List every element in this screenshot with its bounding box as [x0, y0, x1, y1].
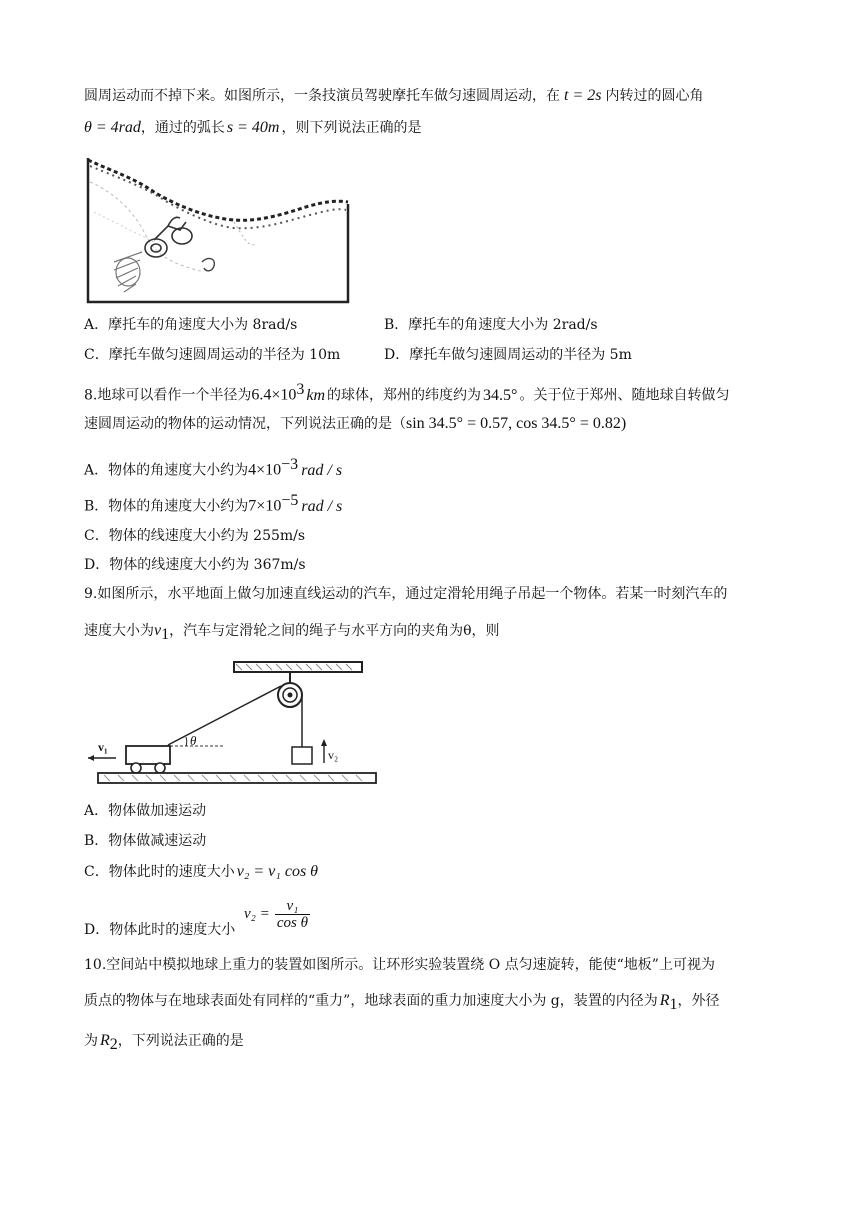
q8-option-b-value: 7×10	[248, 497, 282, 515]
q9-option-c	[84, 862, 318, 882]
q8-line1	[84, 380, 729, 406]
q9-option-d-lhs: v₂ =	[244, 906, 270, 922]
q9-option-a: A．物体做加速运动	[84, 803, 207, 819]
q10-r2: R	[100, 1032, 110, 1049]
v2-label: v₂	[328, 748, 339, 762]
q9-option-b: B．物体做减速运动	[84, 833, 207, 849]
q8-text-d: 速圆周运动的物体的运动情况，下列说法正确的是（	[84, 416, 406, 432]
q8-option-a-unit: rad / s	[301, 461, 343, 479]
q8-option-b-text: B．物体的角速度大小约为	[84, 498, 249, 515]
q7-theta: θ = 4rad	[84, 119, 141, 136]
q7-text-b: 内转过的圆心角	[605, 88, 704, 104]
q7-arc: s = 40m	[226, 119, 280, 136]
q10-line3	[84, 1031, 244, 1055]
q8-latitude: 34.5°	[483, 386, 518, 404]
q8-option-d: D．物体的线速度大小约为 367m/s	[84, 557, 306, 573]
q7-text-d: ，则下列说法正确的是	[281, 120, 422, 136]
q8-line2	[84, 414, 626, 434]
q8-option-b-exp: −5	[281, 492, 299, 509]
q8-text-b: 的球体，郑州的纬度约为	[327, 387, 482, 404]
v1-label: v₁	[98, 740, 108, 754]
pulley-figure	[84, 655, 384, 795]
q8-option-c: C．物体的线速度大小约为 255m/s	[84, 528, 306, 544]
q9-option-d	[84, 920, 235, 940]
q9-option-c-text: C．物体此时的速度大小	[84, 864, 235, 880]
q10-text-d: ，下列说法正确的是	[117, 1033, 244, 1049]
q9-line2	[84, 621, 500, 645]
q9-option-d-fraction	[275, 898, 310, 931]
q9-line1: 9.如图所示，水平地面上做匀加速直线运动的汽车，通过定滑轮用绳子吊起一个物体。若某一时刻汽车的	[84, 586, 728, 602]
q7-line1	[84, 86, 703, 106]
q9-option-d-text: D．物体此时的速度大小	[84, 922, 236, 938]
motorcycle-stunt-figure	[84, 152, 352, 306]
q7-text: 圆周运动而不掉下来。如图所示，一条技演员驾驶摩托车做匀速圆周运动，在	[84, 88, 560, 104]
q7-option-b: B．摩托车的角速度大小为 2rad/s	[384, 317, 598, 333]
q7-line2	[84, 118, 421, 138]
q9-v: v	[154, 622, 162, 639]
q7-time: t = 2s	[564, 87, 602, 104]
theta-label: θ	[190, 733, 197, 748]
q8-option-a-text: A．物体的角速度大小约为	[84, 462, 249, 479]
q10-text-b: ，外径	[677, 993, 720, 1009]
q9-option-d-formula	[244, 898, 310, 931]
q7-option-d: D．摩托车做匀速圆周运动的半径为 5m	[384, 347, 632, 363]
q8-option-a-value: 4×10	[248, 461, 282, 479]
q8-option-b-unit: rad / s	[301, 497, 343, 515]
q10-r1: R	[659, 992, 670, 1009]
q8-text-c: 。关于位于郑州、随地球自转做匀	[519, 387, 730, 404]
q9-option-d-denominator: cos θ	[276, 915, 308, 931]
q10-line2	[84, 991, 720, 1015]
q9-option-d-numerator: v₁	[275, 898, 310, 915]
q9-v-sub: 1	[161, 625, 170, 643]
q7-option-c: C．摩托车做匀速圆周运动的半径为 10m	[84, 347, 341, 363]
q8-text: 8.地球可以看作一个半径为	[84, 387, 252, 404]
q8-option-a	[84, 455, 342, 481]
q7-text-c: ，通过的弧长	[140, 120, 225, 136]
q8-radius-unit: km	[306, 386, 326, 404]
q9-option-c-formula: v₂ = v₁ cos θ	[236, 863, 319, 880]
q10-r2-sub: 2	[109, 1035, 118, 1053]
q8-trig: sin 34.5° = 0.57, cos 34.5° = 0.82)	[406, 415, 627, 432]
q8-radius: 6.4×10	[251, 386, 297, 404]
q8-option-a-exp: −3	[281, 456, 299, 473]
q10-text-c: 为	[84, 1033, 98, 1049]
q9-text: 速度大小为	[84, 623, 154, 639]
q9-text-b: ，汽车与定滑轮之间的绳子与水平方向的夹角为θ，则	[169, 623, 500, 639]
q7-option-a: A．摩托车的角速度大小为 8rad/s	[84, 317, 298, 333]
q10-line1: 10.空间站中模拟地球上重力的装置如图所示。让环形实验装置绕 O 点匀速旋转，能使“地板”上可视为	[84, 957, 715, 973]
q10-text: 质点的物体与在地球表面处有同样的“重力”，地球表面的重力加速度大小为 g，装置的内径为	[84, 993, 658, 1009]
q10-r1-sub: 1	[669, 995, 678, 1013]
q8-option-b	[84, 491, 342, 517]
q8-radius-exp: 3	[296, 381, 305, 398]
